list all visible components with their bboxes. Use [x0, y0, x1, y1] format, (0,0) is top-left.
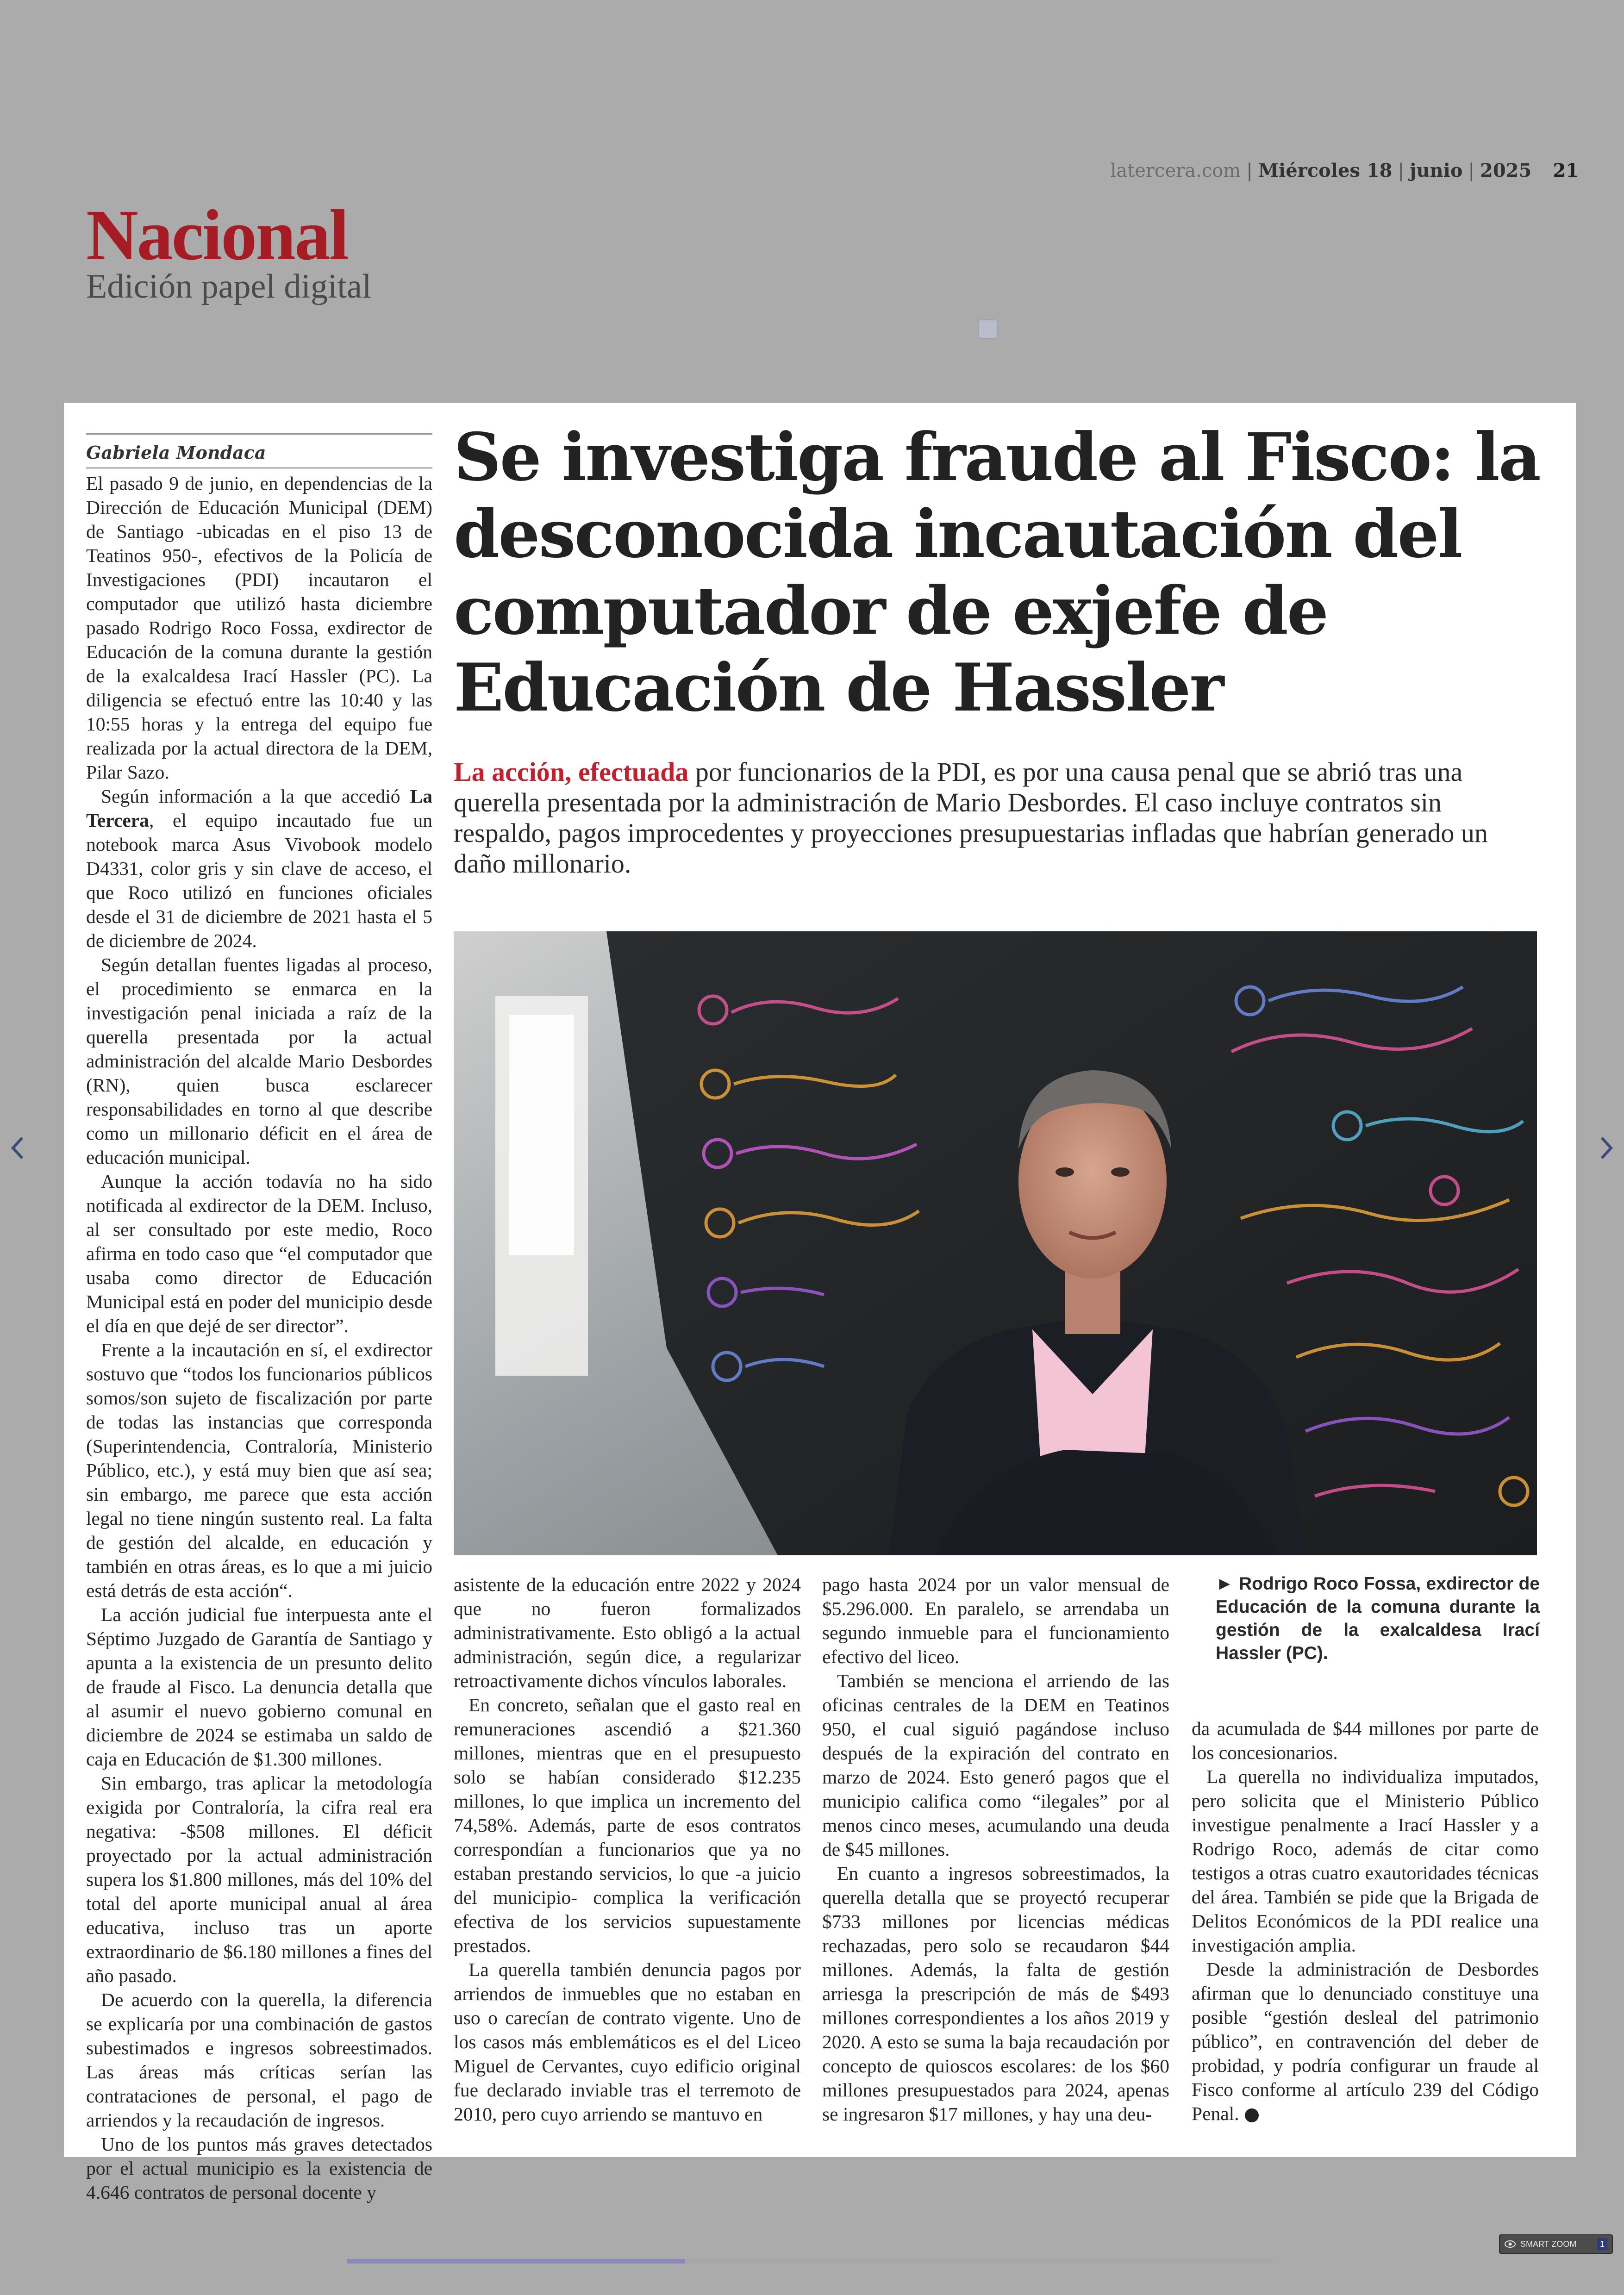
paragraph: En cuanto a ingresos sobreestimados, la querella detalla que se proyectó recuperar $733 millones por licencias médicas rechazadas, pero solo se recaudaron $44 millones. Además, la falta de gestión arriesga la prescripción de más de $493 millones correspondientes a los años 2019 y 2020. A esto se suma la baja recaudación por concepto de quioscos escolares: de los $60 millones presupuestados para 2024, apenas se ingresaron $17 millones, y hay una deu- [822, 1863, 1169, 2125]
article-deck [454, 757, 1518, 879]
page-number: 21 [1553, 160, 1579, 181]
headline: Se investiga fraude al Fisco: la desconocida incautación del computador de exjefe de Educación de Hassler [454, 419, 1540, 726]
paragraph: Según información a la que accedió La Tercera, el equipo incautado fue un notebook marca Asus Vivobook modelo D4331, color gris y sin clave de acceso, el que Roco utilizó en funciones oficiales desde el 31 de diciembre de 2021 hasta el 5 de diciembre de 2024. [86, 786, 432, 951]
byline: Gabriela Mondaca [86, 433, 432, 468]
issue-year: 2025 [1480, 160, 1532, 181]
section-subtitle: Edición papel digital [86, 268, 372, 306]
paragraph: Frente a la incautación en sí, el exdirector sostuvo que “todos los funcionarios públicos somos/son sujeto de fiscalización por parte de todas las instancias que corresponda (Superintendencia, Contraloría, Ministerio Público, etc.), y está muy bien que así sea; sin embargo, me parece que esta acción legal no tiene ningún sustento real. La falta de gestión del alcalde, en educación y también en otras áreas, es lo que a mi juicio está detrás de esta acción“. [86, 1339, 432, 1601]
paragraph: da acumulada de $44 millones por parte de los concesionarios. [1192, 1718, 1539, 1763]
paragraph: Desde la administración de Desbordes afirman que lo denunciado constituye una posible “gestión desleal del patrimonio público”, en contravención del deber de probidad, y podría configurar un fraude al Fisco conforme al artículo 239 del Código Penal. [1192, 1958, 1539, 2124]
chevron-right-icon [1597, 1134, 1616, 1162]
next-page-button[interactable] [1597, 1134, 1616, 1162]
paragraph: pago hasta 2024 por un valor mensual de $5.296.000. En paralelo, se arrendaba un segundo inmueble para el funcionamiento efectivo del liceo. [822, 1574, 1169, 1667]
smart-zoom-button[interactable] [1499, 2234, 1613, 2254]
smart-zoom-label: SMART ZOOM [1520, 2239, 1577, 2249]
paragraph: Sin embargo, tras aplicar la metodología exigida por Contraloría, la cifra real era negativa: -$508 millones. El déficit proyectado por la actual administración supera los $1.800 millones, más del 10% del total del aporte municipal anual al área educativa, incluso tras un aporte extraordinario de $6.180 millones a fines del año pasado. [86, 1772, 432, 1986]
end-mark-icon [1245, 2108, 1259, 2122]
reading-progress-fill [347, 2259, 685, 2264]
section-title: Nacional [86, 195, 348, 275]
paragraph: Según detallan fuentes ligadas al proceso, el procedimiento se enmarca en la investigación penal iniciada a raíz de la querella presentada por la actual administración del alcalde Mario Desbordes (RN), quien busca esclarecer responsabilidades en torno al que describe como un millonario déficit en el área de educación municipal. [86, 954, 432, 1168]
paragraph: Uno de los puntos más graves detectados por el actual municipio es la existencia de 4.646 contratos de personal docente y [86, 2133, 432, 2203]
eye-icon [1505, 2240, 1516, 2248]
paragraph: La querella no individualiza imputados, pero solicita que el Ministerio Público investigue penalmente a Irací Hassler y a Rodrigo Roco, además de citar como testigos a otras cuatro exautoridades técnicas del área. También se pide que la Brigada de Delitos Económicos de la PDI realice una investigación amplia. [1192, 1766, 1539, 1956]
site-name: latercera.com [1110, 160, 1241, 181]
prev-page-button[interactable] [8, 1134, 27, 1162]
article-photo [454, 931, 1537, 1555]
deck-lead: La acción, efectuada [454, 757, 689, 787]
deck-text: por funcionarios de la PDI, es por una causa penal que se abrió tras una querella presentada por la administración de Mario Desbordes. El caso incluye contratos sin respaldo, pagos improcedentes y proyecciones presupuestarias infladas que habrían generado un daño millonario. [454, 757, 1488, 879]
issue-month: junio [1410, 160, 1463, 181]
article-column-2 [454, 1572, 801, 2126]
page-marker-icon[interactable] [978, 319, 998, 339]
paragraph: La querella también denuncia pagos por arriendos de inmuebles que no estaban en uso o carecían de contrato vigente. Uno de los casos más emblemáticos es el del Liceo Miguel de Cervantes, cuyo edificio original fue declarado inviable tras el terremoto de 2010, pero cuyo arriendo se mantuvo en [454, 1959, 801, 2125]
chevron-left-icon [8, 1134, 27, 1162]
photo-caption: ► Rodrigo Roco Fossa, exdirector de Educación de la comuna durante la gestión de la exalcaldesa Irací Hassler (PC). [1216, 1574, 1540, 1663]
article-column-3 [822, 1572, 1169, 2126]
paragraph: La acción judicial fue interpuesta ante el Séptimo Juzgado de Garantía de Santiago y apunta a la existencia de un presunto delito de fraude al Fisco. La denuncia detalla que al asumir el nuevo gobierno comunal en diciembre de 2024 se estimaba un saldo de caja en Educación de $1.300 millones. [86, 1604, 432, 1770]
paragraph: En concreto, señalan que el gasto real en remuneraciones ascendió a $21.360 millones, mientras que en el presupuesto solo se habían considerado $12.235 millones, lo que implica un incremento del 74,58%. Además, parte de esos contratos correspondían a funcionarios que ya no estaban prestando servicios, lo que -a juicio del municipio- complica la verificación efectiva de los servicios supuestamente prestados. [454, 1694, 801, 1956]
paragraph: El pasado 9 de junio, en dependencias de la Dirección de Educación Municipal (DEM) de Santiago -ubicadas en el piso 13 de Teatinos 950-, efectivos de la Policía de Investigaciones (PDI) incautaron el computador que utilizó hasta diciembre pasado Rodrigo Roco Fossa, exdirector de Educación de la comuna durante la gestión de la exalcaldesa Irací Hassler (PC). La diligencia se efectuó entre las 10:40 y las 10:55 horas y la entrega del equipo fue realizada por la actual directora de la DEM, Pilar Sazo. [86, 473, 432, 783]
paragraph: De acuerdo con la querella, la diferencia se explicaría por una combinación de gastos subestimados e ingresos sobreestimados. Las áreas más críticas serían las contrataciones de personal, el pago de arriendos y la recaudación de ingresos. [86, 1989, 432, 2131]
smart-zoom-badge: 1 [1597, 2238, 1607, 2250]
paragraph: También se menciona el arriendo de las oficinas centrales de la DEM en Teatinos 950, el cual siguió pagándose incluso después de la expiración del contrato en marzo de 2024. Esto generó pagos que el municipio califica como “ilegales” por al menos cinco meses, acumulando una deuda de $45 millones. [822, 1670, 1169, 1860]
article-column-1 [86, 471, 432, 2204]
issue-date: Miércoles 18 [1258, 160, 1393, 181]
paragraph: Aunque la acción todavía no ha sido notificada al exdirector de la DEM. Incluso, al ser consultado por este medio, Roco afirma en todo caso que “el computador que usaba como director de Educación Municipal está en poder del municipio desde el día en que dejé de ser director”. [86, 1171, 432, 1336]
paragraph: asistente de la educación entre 2022 y 2024 que no fueron formalizados administrativamente. Esto obligó a la actual administración, según dice, a regularizar retroactivamente dichos vínculos laborales. [454, 1574, 801, 1691]
header-meta: latercera.com | Miércoles 18 | junio | 2025 21 [1110, 160, 1579, 181]
article-column-4 [1192, 1716, 1539, 2126]
